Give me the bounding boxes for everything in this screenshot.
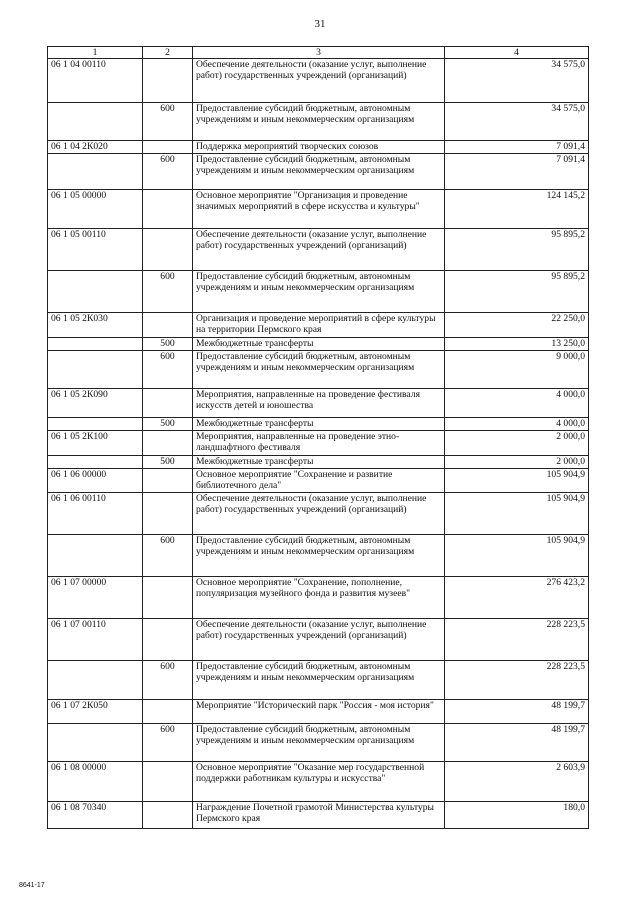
row-expense-type: 600 (143, 535, 193, 577)
table-row (48, 141, 589, 154)
row-name: Предоставление субсидий бюджетным, автономным учреждениям и иным некоммерческим организациям (193, 661, 445, 700)
row-name: Предоставление субсидий бюджетным, автономным учреждениям и иным некоммерческим организациям (193, 351, 445, 389)
column-header-1: 1 (48, 47, 143, 59)
row-code: 06 1 07 00000 (48, 577, 143, 619)
row-expense-type (143, 389, 193, 418)
row-amount: 13 250,0 (445, 338, 589, 351)
row-expense-type: 600 (143, 103, 193, 141)
row-name: Предоставление субсидий бюджетным, автономным учреждениям и иным некоммерческим организациям (193, 271, 445, 313)
row-code: 06 1 04 2К020 (48, 141, 143, 154)
row-name: Межбюджетные трансферты (193, 418, 445, 431)
row-name: Мероприятия, направленные на проведение этно-ландшафтного фестиваля (193, 431, 445, 456)
row-name: Предоставление субсидий бюджетным, автономным учреждениям и иным некоммерческим организациям (193, 535, 445, 577)
row-amount: 228 223,5 (445, 619, 589, 661)
row-expense-type: 500 (143, 338, 193, 351)
row-amount: 95 895,2 (445, 271, 589, 313)
row-expense-type (143, 229, 193, 271)
table-row (48, 493, 589, 535)
row-amount: 9 000,0 (445, 351, 589, 389)
row-expense-type (143, 700, 193, 724)
row-code (48, 456, 143, 469)
table-row (48, 154, 589, 190)
row-amount: 2 603,9 (445, 762, 589, 802)
row-code: 06 1 08 00000 (48, 762, 143, 802)
row-amount: 4 000,0 (445, 418, 589, 431)
row-name: Обеспечение деятельности (оказание услуг, выполнение работ) государственных учреждений (организаций) (193, 59, 445, 103)
table-row (48, 229, 589, 271)
table-row (48, 351, 589, 389)
row-name: Мероприятие "Исторический парк "Россия - моя история" (193, 700, 445, 724)
row-code: 06 1 07 00110 (48, 619, 143, 661)
row-code (48, 724, 143, 762)
row-name: Организация и проведение мероприятий в сфере культуры на территории Пермского края (193, 313, 445, 338)
row-name: Основное мероприятие "Сохранение, пополнение, популяризация музейного фонда и развития музеев" (193, 577, 445, 619)
row-expense-type (143, 190, 193, 229)
row-amount: 105 904,9 (445, 493, 589, 535)
row-code: 06 1 07 2К050 (48, 700, 143, 724)
row-expense-type: 600 (143, 661, 193, 700)
row-expense-type: 500 (143, 418, 193, 431)
row-amount: 7 091,4 (445, 154, 589, 190)
row-amount: 34 575,0 (445, 103, 589, 141)
row-name: Предоставление субсидий бюджетным, автономным учреждениям и иным некоммерческим организациям (193, 724, 445, 762)
row-code: 06 1 05 2К100 (48, 431, 143, 456)
row-expense-type (143, 313, 193, 338)
row-amount: 95 895,2 (445, 229, 589, 271)
row-code: 06 1 06 00110 (48, 493, 143, 535)
row-name: Предоставление субсидий бюджетным, автономным учреждениям и иным некоммерческим организациям (193, 154, 445, 190)
table-row (48, 389, 589, 418)
row-code (48, 103, 143, 141)
row-name: Обеспечение деятельности (оказание услуг, выполнение работ) государственных учреждений (организаций) (193, 229, 445, 271)
row-amount: 105 904,9 (445, 535, 589, 577)
table-row (48, 700, 589, 724)
row-amount: 7 091,4 (445, 141, 589, 154)
row-code (48, 338, 143, 351)
row-expense-type: 500 (143, 456, 193, 469)
budget-table (47, 46, 589, 829)
document-code: 8641-17 (19, 882, 45, 889)
row-expense-type: 600 (143, 154, 193, 190)
table-row (48, 577, 589, 619)
row-expense-type (143, 141, 193, 154)
row-amount: 105 904,9 (445, 469, 589, 493)
row-expense-type (143, 59, 193, 103)
row-name: Обеспечение деятельности (оказание услуг, выполнение работ) государственных учреждений (организаций) (193, 493, 445, 535)
row-name: Мероприятия, направленные на проведение фестиваля искусств детей и юношества (193, 389, 445, 418)
row-expense-type: 600 (143, 271, 193, 313)
row-code: 06 1 05 00000 (48, 190, 143, 229)
table-row (48, 469, 589, 493)
row-code: 06 1 05 2К090 (48, 389, 143, 418)
row-code (48, 271, 143, 313)
row-name: Награждение Почетной грамотой Министерства культуры Пермского края (193, 802, 445, 829)
table-header-row (48, 47, 589, 59)
row-expense-type (143, 619, 193, 661)
row-amount: 124 145,2 (445, 190, 589, 229)
row-expense-type (143, 431, 193, 456)
table-row (48, 418, 589, 431)
row-expense-type (143, 762, 193, 802)
row-code (48, 535, 143, 577)
table-row (48, 456, 589, 469)
table-row (48, 535, 589, 577)
row-amount: 48 199,7 (445, 700, 589, 724)
row-code: 06 1 05 00110 (48, 229, 143, 271)
row-code (48, 351, 143, 389)
row-expense-type: 600 (143, 724, 193, 762)
row-name: Межбюджетные трансферты (193, 338, 445, 351)
row-amount: 22 250,0 (445, 313, 589, 338)
row-expense-type (143, 577, 193, 619)
column-header-3: 3 (193, 47, 445, 59)
column-header-4: 4 (445, 47, 589, 59)
row-amount: 228 223,5 (445, 661, 589, 700)
table-row (48, 724, 589, 762)
page-number: 31 (314, 18, 326, 30)
table-row (48, 313, 589, 338)
row-expense-type (143, 493, 193, 535)
row-name: Межбюджетные трансферты (193, 456, 445, 469)
row-code: 06 1 05 2К030 (48, 313, 143, 338)
row-amount: 4 000,0 (445, 389, 589, 418)
row-amount: 34 575,0 (445, 59, 589, 103)
row-expense-type: 600 (143, 351, 193, 389)
row-name: Обеспечение деятельности (оказание услуг, выполнение работ) государственных учреждений (организаций) (193, 619, 445, 661)
table-row (48, 431, 589, 456)
table-row (48, 271, 589, 313)
row-amount: 276 423,2 (445, 577, 589, 619)
column-header-2: 2 (143, 47, 193, 59)
table-row (48, 661, 589, 700)
table-row (48, 190, 589, 229)
row-name: Основное мероприятие "Организация и проведение значимых мероприятий в сфере искусства и культуры" (193, 190, 445, 229)
row-code (48, 154, 143, 190)
table-row (48, 619, 589, 661)
row-code: 06 1 04 00110 (48, 59, 143, 103)
row-amount: 2 000,0 (445, 431, 589, 456)
row-name: Основное мероприятие "Оказание мер государственной поддержки работникам культуры и искусства" (193, 762, 445, 802)
row-code: 06 1 08 70340 (48, 802, 143, 829)
row-amount: 2 000,0 (445, 456, 589, 469)
row-amount: 180,0 (445, 802, 589, 829)
row-code (48, 661, 143, 700)
row-amount: 48 199,7 (445, 724, 589, 762)
table-row (48, 59, 589, 103)
row-code: 06 1 06 00000 (48, 469, 143, 493)
row-name: Поддержка мероприятий творческих союзов (193, 141, 445, 154)
row-expense-type (143, 469, 193, 493)
row-name: Предоставление субсидий бюджетным, автономным учреждениям и иным некоммерческим организациям (193, 103, 445, 141)
table-row (48, 802, 589, 829)
table-row (48, 103, 589, 141)
row-name: Основное мероприятие "Сохранение и развитие библиотечного дела" (193, 469, 445, 493)
table-row (48, 338, 589, 351)
row-expense-type (143, 802, 193, 829)
table-row (48, 762, 589, 802)
row-code (48, 418, 143, 431)
